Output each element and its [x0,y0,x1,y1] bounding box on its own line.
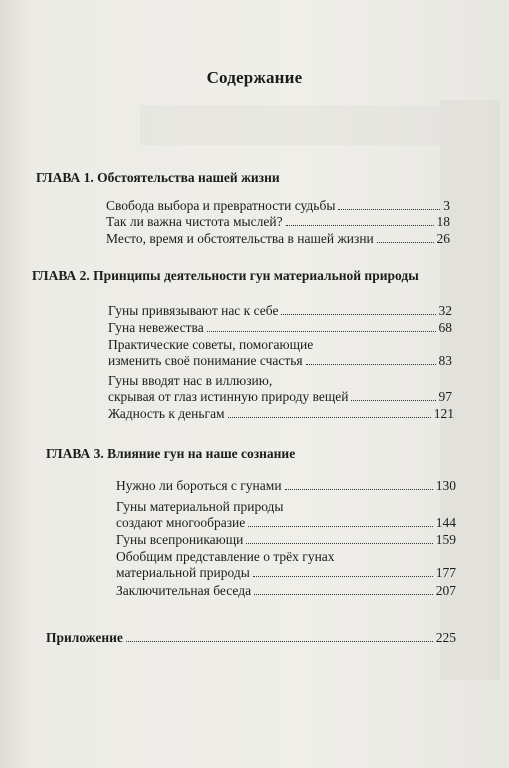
leader-dots [281,313,435,315]
page-number: 18 [436,214,450,229]
page-number: 83 [438,353,452,368]
show-through-block [140,105,440,145]
chapter-heading: ГЛАВА 3. Влияние гун на наше сознание [46,446,296,461]
page-number: 97 [438,389,452,404]
toc-entry[interactable] [108,406,454,422]
entry-title: Гуны всепроникающи [116,532,244,547]
page-number: 144 [435,515,456,530]
leader-dots [377,241,434,243]
toc-entry[interactable] [106,231,450,247]
page-number: 121 [433,406,454,421]
toc-entry[interactable] [116,499,456,531]
entry-title: скрывая от глаз истинную природу вещей [108,389,349,404]
toc-entry[interactable] [108,373,452,405]
leader-dots [126,640,433,642]
leader-dots [306,363,436,365]
leader-dots [285,488,433,490]
leader-dots [286,224,434,226]
toc-entry[interactable] [116,532,456,548]
leader-dots [351,399,435,401]
entry-title: материальной природы [116,565,250,580]
page-number: 225 [435,630,456,645]
toc-appendix[interactable] [46,630,456,646]
entry-title: Так ли важна чистота мыслей? [106,214,283,229]
toc-entry[interactable] [116,583,456,599]
appendix-label: Приложение [46,630,123,645]
toc-entry[interactable] [106,198,450,214]
page-number: 159 [435,532,456,547]
leader-dots [253,575,433,577]
toc-entry[interactable] [116,549,456,581]
leader-dots [246,542,432,544]
page-number: 3 [443,198,450,213]
entry-title-line: Гуны материальной природы [116,499,284,514]
page-number: 177 [435,565,456,580]
toc-entry[interactable] [108,337,452,369]
toc-entry[interactable] [108,320,452,336]
page-number: 32 [438,303,452,318]
chapter-heading: ГЛАВА 2. Принципы деятельности гун материальной природы [32,268,419,283]
leader-dots [207,330,436,332]
entry-title-line: Гуны вводят нас в иллюзию, [108,373,273,388]
entry-title: Место, время и обстоятельства в нашей жизни [106,231,374,246]
entry-title: Свобода выбора и превратности судьбы [106,198,336,213]
leader-dots [254,593,433,595]
page-number: 68 [438,320,452,335]
entry-title: Нужно ли бороться с гунами [116,478,282,493]
entry-title: изменить своё понимание счастья [108,353,303,368]
leader-dots [228,416,431,418]
leader-dots [338,208,440,210]
leader-dots [248,525,432,527]
toc-entry[interactable] [116,478,456,494]
toc-entry[interactable] [108,303,452,319]
chapter-heading: ГЛАВА 1. Обстоятельства нашей жизни [36,170,280,185]
entry-title: создают многообразие [116,515,246,530]
entry-title: Заключительная беседа [116,583,252,598]
toc-title: Содержание [206,68,303,87]
page-number: 130 [435,478,456,493]
toc-entry[interactable] [106,214,450,230]
page-number: 26 [436,231,450,246]
entry-title-line: Обобщим представление о трёх гунах [116,549,335,564]
entry-title: Гуны привязывают нас к себе [108,303,279,318]
entry-title-line: Практические советы, помогающие [108,337,314,352]
page-number: 207 [435,583,456,598]
entry-title: Гуна невежества [108,320,204,335]
entry-title: Жадность к деньгам [108,406,225,421]
